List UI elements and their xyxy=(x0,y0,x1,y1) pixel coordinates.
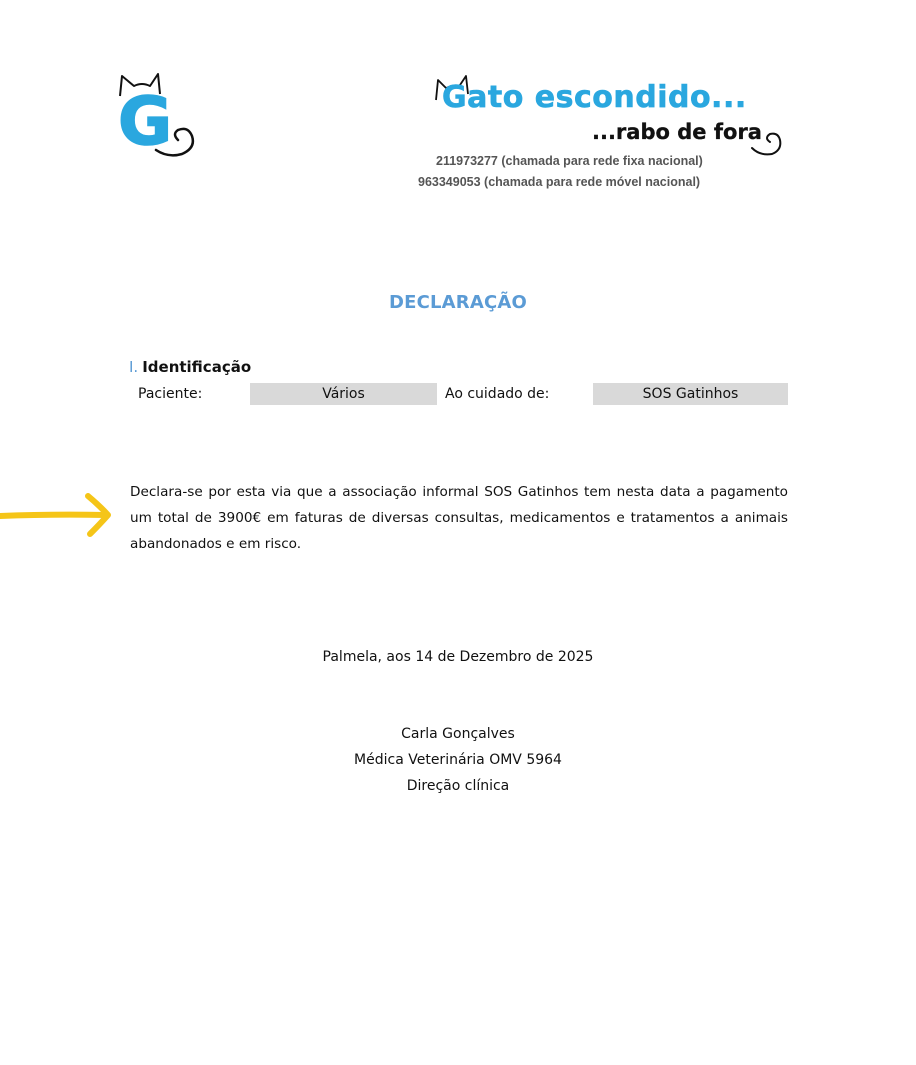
section-title: Identificação xyxy=(142,358,252,376)
patient-value: Vários xyxy=(250,383,437,405)
brand-title: Gato escondido... xyxy=(442,80,747,115)
signatory-name: Carla Gonçalves xyxy=(401,726,515,742)
phone-mobile: 963349053 (chamada para rede móvel nacional) xyxy=(418,175,701,189)
brand-subtitle: ...rabo de fora xyxy=(592,120,762,144)
section-number: I. xyxy=(129,358,139,376)
signatory-department: Direção clínica xyxy=(406,778,510,794)
document-title: DECLARAÇÃO xyxy=(388,292,528,313)
cat-g-logo-icon xyxy=(112,70,202,162)
patient-label: Paciente: xyxy=(138,386,203,402)
cat-tail-icon xyxy=(750,130,784,158)
phone-fixed: 211973277 (chamada para rede fixa nacional) xyxy=(436,154,703,168)
brand-logo xyxy=(432,74,792,164)
yellow-arrow-icon xyxy=(0,490,118,540)
care-of-label: Ao cuidado de: xyxy=(445,386,550,402)
signatory-role: Médica Veterinária OMV 5964 xyxy=(354,752,562,768)
place-date: Palmela, aos 14 de Dezembro de 2025 xyxy=(322,649,594,665)
logo-letter: G xyxy=(118,83,173,160)
care-of-value: SOS Gatinhos xyxy=(593,383,788,405)
declaration-body: Declara-se por esta via que a associação informal SOS Gatinhos tem nesta data a pagamento um total de 3900€ em faturas de diversas consultas, medicamentos e tratamentos a animais abandonados e em risco. xyxy=(130,484,788,552)
section-heading xyxy=(129,358,251,376)
